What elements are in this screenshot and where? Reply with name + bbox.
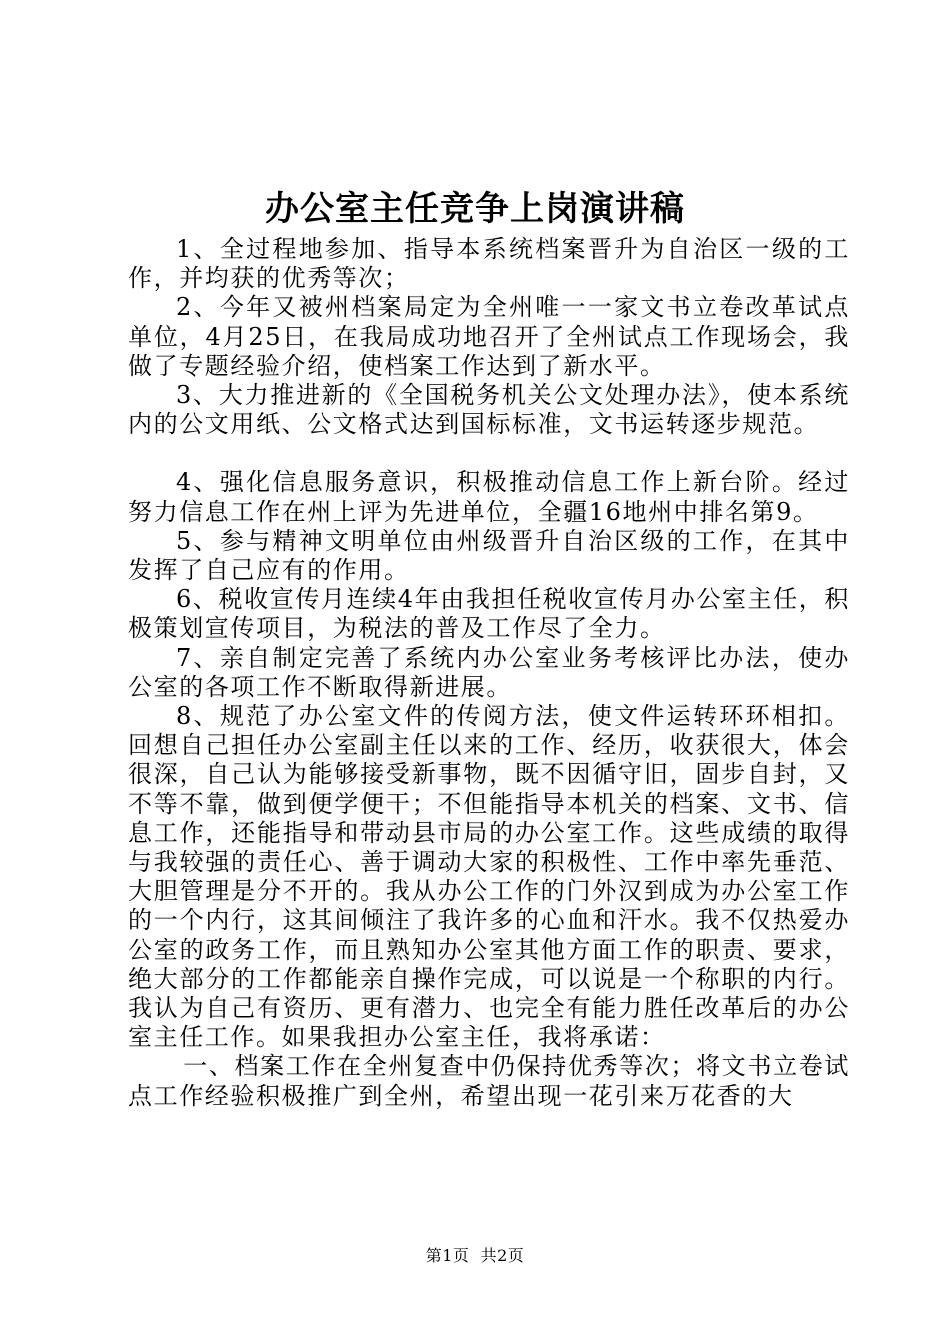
paragraph-2: 2、今年又被州档案局定为全州唯一一家文书立卷改革试点单位，4月25日，在我局成功地召开了全州试点工作现场会，我做了专题经验介绍，使档案工作达到了新水平。 [128,293,850,380]
paragraph-5: 5、参与精神文明单位由州级晋升自治区级的工作，在其中发挥了自己应有的作用。 [128,526,850,585]
paragraph-4: 4、强化信息服务意识，积极推动信息工作上新台阶。经过努力信息工作在州上评为先进单位，全疆16地州中排名第9。 [128,468,850,526]
page-footer [0,1244,950,1268]
paragraph-8: 8、规范了办公室文件的传阅方法，使文件运转环环相扣。回想自己担任办公室副主任以来的工作、经历，收获很大，体会很深，自己认为能够接受新事物，既不因循守旧，固步自封，又不等不靠，做到便学便干；不但能指导本机关的档案、文书、信息工作，还能指导和带动县市局的办公室工作。这些成绩的取得与我较强的责任心、善于调动大家的积极性、工作中率先垂范、大胆管理是分不开的。我从办公工作的门外汉到成为办公室工作的一个内行，这其间倾注了我许多的心血和汗水。我不仅热爱办公室的政务工作，而且熟知办公室其他方面工作的职责、要求，绝大部分的工作都能亲自操作完成，可以说是一个称职的内行。我认为自己有资历、更有潜力、也完全有能力胜任改革后的办公室主任工作。如果我担办公室主任，我将承诺： [128,702,850,1052]
page-total: 共2页 [480,1246,525,1265]
paragraph-6: 6、税收宣传月连续4年由我担任税收宣传月办公室主任，积极策划宣传项目，为税法的普及工作尽了全力。 [128,585,850,643]
page-number: 第1页 [425,1246,470,1265]
document-body [128,235,850,1111]
paragraph-1: 1、全过程地参加、指导本系统档案晋升为自治区一级的工作，并均获的优秀等次； [128,235,850,293]
document-title: 办公室主任竞争上岗演讲稿 [265,189,685,229]
paragraph-7: 7、亲自制定完善了系统内办公室业务考核评比办法，使办公室的各项工作不断取得新进展。 [128,643,850,701]
paragraph-9: 一、档案工作在全州复查中仍保持优秀等次；将文书立卷试点工作经验积极推广到全州，希望出现一花引来万花香的大 [128,1052,850,1110]
paragraph-3: 3、大力推进新的《全国税务机关公文处理办法》，使本系统内的公文用纸、公文格式达到国标标准，文书运转逐步规范。 [128,381,850,439]
